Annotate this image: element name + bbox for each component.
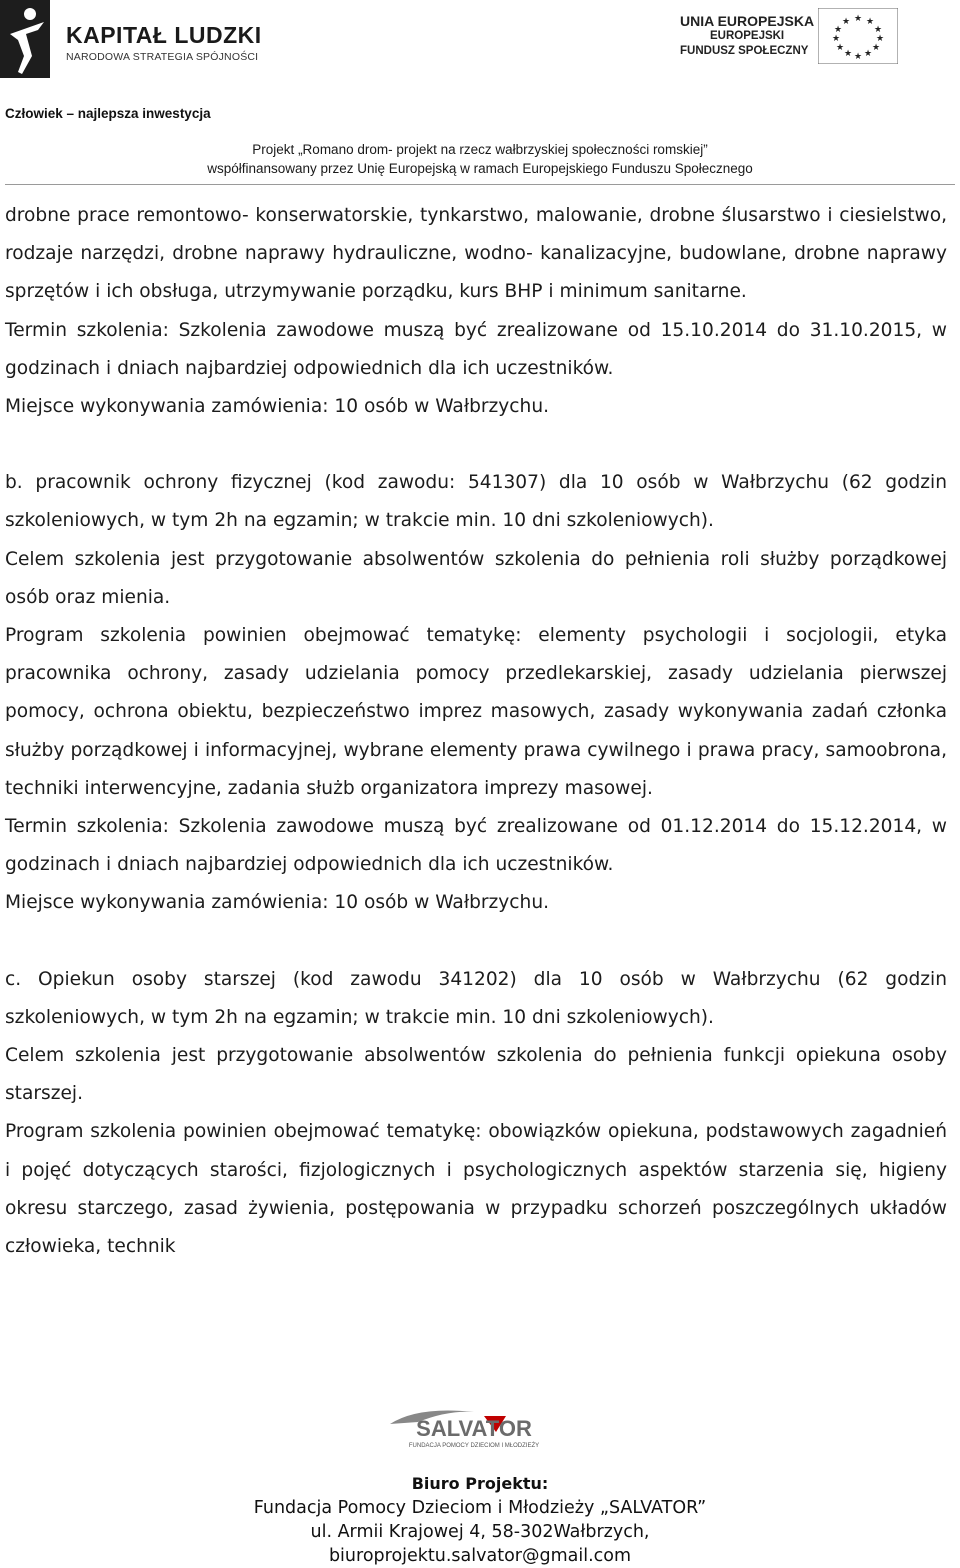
spacer bbox=[5, 426, 947, 464]
salvator-logo bbox=[388, 1402, 560, 1450]
svg-text:★: ★ bbox=[865, 17, 875, 27]
project-line-1: Projekt „Romano drom- projekt na rzecz wałbrzyskiej społeczności romskiej” bbox=[252, 142, 708, 157]
kapital-ludzki-logo bbox=[0, 0, 50, 78]
paragraph-10: Celem szkolenia jest przygotowanie absolwentów szkolenia do pełnienia funkcji opiekuna osoby starszej. bbox=[5, 1045, 947, 1105]
paragraph-7: Termin szkolenia: Szkolenia zawodowe muszą być zrealizowane od 01.12.2014 do 15.12.2014, w godzinach i dniach najbardziej odpowiednich dla ich uczestników. bbox=[5, 816, 947, 876]
ue-line-2: EUROPEJSKI bbox=[710, 30, 785, 42]
svg-text:★: ★ bbox=[863, 49, 873, 59]
svg-text:★: ★ bbox=[833, 25, 843, 35]
paragraph-11: Program szkolenia powinien obejmować tematykę: obowiązków opiekuna, podstawowych zagadnień i pojęć dotyczących starości, fizjologicznych i psychologicznych aspektów starzenia się, higieny okresu starczego, zasad żywienia, postępowania w przypadku schorzeń poszczególnych układów człowieka, technik bbox=[5, 1121, 947, 1258]
project-office-info bbox=[0, 1472, 960, 1568]
paragraph-2: Termin szkolenia: Szkolenia zawodowe muszą być zrealizowane od 15.10.2014 do 31.10.2015, w godzinach i dniach najbardziej odpowiednich dla ich uczestników. bbox=[5, 319, 947, 379]
salvator-logo-subtext: FUNDACJA POMOCY DZIECIOM I MŁODZIEŻY bbox=[408, 1443, 540, 1449]
salvator-logo-text: SALVATOR bbox=[416, 1416, 532, 1441]
svg-text:★: ★ bbox=[871, 43, 881, 53]
office-address: ul. Armii Krajowej 4, 58-302Wałbrzych, bbox=[310, 1522, 650, 1542]
paragraph-8: Miejsce wykonywania zamówienia: 10 osób w Wałbrzychu. bbox=[5, 892, 550, 914]
kl-subtitle: NARODOWA STRATEGIA SPÓJNOŚCI bbox=[66, 51, 259, 63]
document-body bbox=[5, 197, 947, 1266]
svg-text:★: ★ bbox=[873, 25, 883, 35]
paragraph-6: Program szkolenia powinien obejmować tematykę: elementy psychologii i socjologii, etyka pracownika ochrony, zasady udzielania pomocy przedlekarskiej, zasady udzielania pierwszej pomocy, ochrona obiektu, bezpieczeństwo imprez masowych, zasady wykonywania zadań członka służby porządkowej i informacyjnej, wybrane elementy prawa cywilnego i prawa pracy, samoobrona, techniki interwencyjne, zadania służb organizatora imprezy masowej. bbox=[5, 625, 947, 799]
paragraph-9: c. Opiekun osoby starszej (kod zawodu 341202) dla 10 osób w Wałbrzychu (62 godzin szkoleniowych, w tym 2h na egzamin; w trakcie min. 10 dni szkoleniowych). bbox=[5, 968, 947, 1028]
paragraph-3: Miejsce wykonywania zamówienia: 10 osób w Wałbrzychu. bbox=[5, 396, 550, 418]
kapital-ludzki-text bbox=[66, 22, 262, 63]
header-divider bbox=[5, 184, 955, 185]
eu-flag-icon bbox=[818, 8, 898, 64]
ue-line-1: UNIA EUROPEJSKA bbox=[680, 13, 815, 29]
svg-text:★: ★ bbox=[835, 43, 845, 53]
office-email[interactable]: biuroprojektu.salvator@gmail.com bbox=[328, 1546, 632, 1566]
paragraph-1: drobne prace remontowo- konserwatorskie, tynkarstwo, malowanie, drobne ślusarstwo i ciesielstwo, rodzaje narzędzi, drobne naprawy hydrauliczne, wodno- kanalizacyjne, budowlane, drobne naprawy sprzętów i ich obsługa, utrzymywanie porządku, kurs BHP i minimum sanitarne. bbox=[5, 205, 947, 303]
svg-text:★: ★ bbox=[841, 17, 851, 27]
project-info bbox=[0, 140, 960, 178]
ue-text bbox=[680, 14, 814, 59]
ue-line-3: FUNDUSZ SPOŁECZNY bbox=[680, 45, 809, 57]
kl-title: KAPITAŁ LUDZKI bbox=[66, 22, 262, 48]
motto: Człowiek – najlepsza inwestycja bbox=[5, 106, 211, 121]
svg-text:★: ★ bbox=[853, 14, 863, 24]
office-label: Biuro Projektu: bbox=[411, 1474, 549, 1493]
page-header bbox=[0, 0, 960, 190]
svg-text:★: ★ bbox=[853, 52, 863, 62]
project-line-2: współfinansowany przez Unię Europejską w ramach Europejskiego Funduszu Społecznego bbox=[207, 161, 753, 176]
svg-text:★: ★ bbox=[843, 49, 853, 59]
svg-text:★: ★ bbox=[831, 34, 841, 44]
spacer bbox=[5, 923, 947, 961]
paragraph-5: Celem szkolenia jest przygotowanie absolwentów szkolenia do pełnienia roli służby porządkowej osób oraz mienia. bbox=[5, 548, 947, 608]
paragraph-4: b. pracownik ochrony fizycznej (kod zawodu: 541307) dla 10 osób w Wałbrzychu (62 godzin szkoleniowych, w tym 2h na egzamin; w trakcie min. 10 dni szkoleniowych). bbox=[5, 472, 947, 532]
svg-text:★: ★ bbox=[875, 34, 885, 44]
office-organization: Fundacja Pomocy Dzieciom i Młodzieży „SALVATOR” bbox=[253, 1498, 707, 1518]
page-footer bbox=[0, 1400, 960, 1566]
